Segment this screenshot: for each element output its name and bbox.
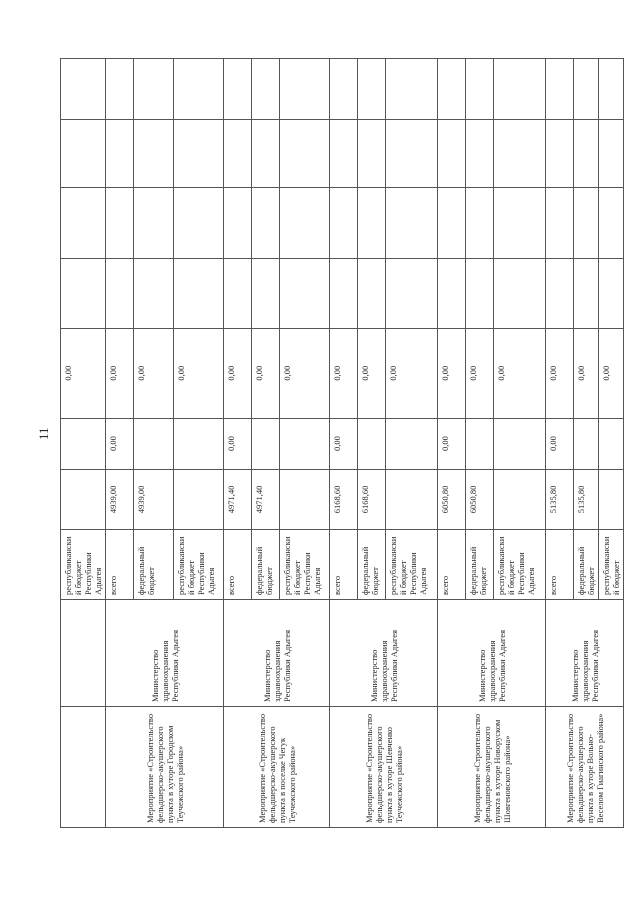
year6-cell <box>106 59 134 120</box>
year5-cell <box>330 119 358 188</box>
table-row <box>61 59 106 828</box>
budget-table <box>60 58 624 828</box>
year2-cell: 0,00 <box>280 328 330 418</box>
year2-cell: 0,00 <box>599 328 624 418</box>
executor-cell <box>546 599 624 706</box>
year2-cell: 0,00 <box>466 328 494 418</box>
amount-cell: 4939,00 <box>134 469 174 529</box>
year2-cell: 0,00 <box>386 328 438 418</box>
executor-text: Министерство здравоохранения Республики Адыгея <box>149 630 180 703</box>
year1-cell <box>61 418 106 469</box>
year6-cell <box>330 59 358 120</box>
table-row <box>438 59 466 828</box>
executor-cell <box>438 599 546 706</box>
table-row <box>546 59 574 828</box>
year2-cell: 0,00 <box>438 328 466 418</box>
year5-cell <box>134 119 174 188</box>
year5-cell <box>61 119 106 188</box>
funding-source-cell: республиканский бюджет Республики Адыгея <box>174 530 224 600</box>
year2-cell: 0,00 <box>494 328 546 418</box>
amount-cell: 6050,80 <box>466 469 494 529</box>
year5-cell <box>386 119 438 188</box>
year2-cell: 0,00 <box>106 328 134 418</box>
year3-cell <box>386 259 438 329</box>
year4-cell <box>61 188 106 259</box>
year1-cell <box>252 418 280 469</box>
event-cell <box>106 707 224 828</box>
table-body <box>61 59 624 828</box>
year1-cell <box>599 418 624 469</box>
funding-source-cell: республиканский бюджет Республики Адыгея <box>61 530 106 600</box>
page-number: 11 <box>36 427 51 440</box>
funding-source-cell: республиканский бюджет Республики Адыгея <box>386 530 438 600</box>
amount-cell: 4971,40 <box>224 469 252 529</box>
funding-source-cell: федеральный бюджет <box>358 530 386 600</box>
year4-cell <box>252 188 280 259</box>
year5-cell <box>599 119 624 188</box>
year2-cell: 0,00 <box>61 328 106 418</box>
event-cell <box>438 707 546 828</box>
year3-cell <box>574 259 599 329</box>
year1-cell <box>134 418 174 469</box>
year4-cell <box>599 188 624 259</box>
year2-cell: 0,00 <box>174 328 224 418</box>
year1-cell <box>174 418 224 469</box>
year1-cell <box>494 418 546 469</box>
executor-text: Министерство здравоохранения Республики Адыгея <box>368 630 399 703</box>
year6-cell <box>438 59 466 120</box>
year4-cell <box>358 188 386 259</box>
year5-cell <box>574 119 599 188</box>
amount-cell: 5135,80 <box>574 469 599 529</box>
year5-cell <box>106 119 134 188</box>
year3-cell <box>224 259 252 329</box>
amount-cell: 5135,80 <box>546 469 574 529</box>
year4-cell <box>574 188 599 259</box>
funding-source-cell: республиканский бюджет <box>599 530 624 600</box>
year3-cell <box>494 259 546 329</box>
year4-cell <box>386 188 438 259</box>
year4-cell <box>174 188 224 259</box>
year4-cell <box>546 188 574 259</box>
year6-cell <box>358 59 386 120</box>
amount-cell <box>174 469 224 529</box>
event-text: Мероприятие «Строительство фельдшерско-акушерского пункта в поселке Чегук Теучежского района» <box>256 713 297 823</box>
year6-cell <box>61 59 106 120</box>
year5-cell <box>252 119 280 188</box>
funding-source-cell: республиканский бюджет Республики Адыгея <box>280 530 330 600</box>
year6-cell <box>599 59 624 120</box>
funding-source-cell: всего <box>546 530 574 600</box>
year5-cell <box>224 119 252 188</box>
year6-cell <box>280 59 330 120</box>
year3-cell <box>330 259 358 329</box>
amount-cell <box>494 469 546 529</box>
budget-table-container <box>60 58 622 828</box>
event-text: Мероприятие «Строительство фельдшерско-акушерского пункта в хуторе Вольно-Веселом Гиагинского района» <box>564 713 605 823</box>
year6-cell <box>134 59 174 120</box>
year4-cell <box>466 188 494 259</box>
amount-cell <box>386 469 438 529</box>
amount-cell: 6050,80 <box>438 469 466 529</box>
funding-source-cell: федеральный бюджет <box>466 530 494 600</box>
year1-cell: 0,00 <box>546 418 574 469</box>
amount-cell <box>599 469 624 529</box>
year1-cell: 0,00 <box>224 418 252 469</box>
year3-cell <box>106 259 134 329</box>
year6-cell <box>224 59 252 120</box>
table-row <box>106 59 134 828</box>
year3-cell <box>252 259 280 329</box>
event-text: Мероприятие «Строительство фельдшерско-акушерского пункта в хуторе Новоруском Шовгеновского района» <box>471 713 512 823</box>
year3-cell <box>438 259 466 329</box>
funding-source-cell: федеральный бюджет <box>574 530 599 600</box>
year2-cell: 0,00 <box>224 328 252 418</box>
year6-cell <box>494 59 546 120</box>
year3-cell <box>280 259 330 329</box>
amount-cell: 6168,60 <box>330 469 358 529</box>
year4-cell <box>134 188 174 259</box>
year1-cell <box>386 418 438 469</box>
year2-cell: 0,00 <box>134 328 174 418</box>
event-cell <box>330 707 438 828</box>
amount-cell <box>280 469 330 529</box>
year3-cell <box>358 259 386 329</box>
year5-cell <box>438 119 466 188</box>
event-cell <box>546 707 624 828</box>
year5-cell <box>280 119 330 188</box>
funding-source-cell: всего <box>224 530 252 600</box>
amount-cell <box>61 469 106 529</box>
executor-text: Министерство здравоохранения Республики Адыгея <box>569 630 600 703</box>
year1-cell: 0,00 <box>330 418 358 469</box>
year5-cell <box>494 119 546 188</box>
executor-cell <box>61 599 106 706</box>
year6-cell <box>252 59 280 120</box>
funding-source-cell: федеральный бюджет <box>134 530 174 600</box>
executor-cell <box>106 599 224 706</box>
year3-cell <box>134 259 174 329</box>
funding-source-cell: федеральный бюджет <box>252 530 280 600</box>
year3-cell <box>599 259 624 329</box>
amount-cell: 6168,60 <box>358 469 386 529</box>
year4-cell <box>438 188 466 259</box>
year2-cell: 0,00 <box>330 328 358 418</box>
funding-source-cell: всего <box>438 530 466 600</box>
year4-cell <box>494 188 546 259</box>
year6-cell <box>174 59 224 120</box>
year3-cell <box>546 259 574 329</box>
year3-cell <box>61 259 106 329</box>
year1-cell <box>574 418 599 469</box>
funding-source-cell: республиканский бюджет Республики Адыгея <box>494 530 546 600</box>
year5-cell <box>174 119 224 188</box>
executor-cell <box>224 599 330 706</box>
year5-cell <box>546 119 574 188</box>
event-text: Мероприятие «Строительство фельдшерско-акушерского пункта в хуторе Шевченко Теучежского района» <box>363 713 404 823</box>
event-cell <box>61 707 106 828</box>
year4-cell <box>106 188 134 259</box>
year5-cell <box>358 119 386 188</box>
table-row <box>330 59 358 828</box>
year1-cell <box>466 418 494 469</box>
year2-cell: 0,00 <box>574 328 599 418</box>
funding-source-cell: всего <box>330 530 358 600</box>
year6-cell <box>546 59 574 120</box>
funding-source-cell: всего <box>106 530 134 600</box>
executor-text: Министерство здравоохранения Республики Адыгея <box>476 630 507 703</box>
year2-cell: 0,00 <box>546 328 574 418</box>
year1-cell: 0,00 <box>438 418 466 469</box>
year3-cell <box>174 259 224 329</box>
table-row <box>224 59 252 828</box>
event-text: Мероприятие «Строительство фельдшерско-акушерского пункта в хуторе Городском Теучежского района» <box>144 713 185 823</box>
year1-cell <box>280 418 330 469</box>
year4-cell <box>330 188 358 259</box>
year4-cell <box>280 188 330 259</box>
amount-cell: 4971,40 <box>252 469 280 529</box>
year6-cell <box>386 59 438 120</box>
executor-text: Министерство здравоохранения Республики Адыгея <box>261 630 292 703</box>
year1-cell: 0,00 <box>106 418 134 469</box>
year5-cell <box>466 119 494 188</box>
event-cell <box>224 707 330 828</box>
year2-cell: 0,00 <box>358 328 386 418</box>
executor-cell <box>330 599 438 706</box>
year4-cell <box>224 188 252 259</box>
year2-cell: 0,00 <box>252 328 280 418</box>
amount-cell: 4939,00 <box>106 469 134 529</box>
year1-cell <box>358 418 386 469</box>
year6-cell <box>466 59 494 120</box>
year3-cell <box>466 259 494 329</box>
year6-cell <box>574 59 599 120</box>
